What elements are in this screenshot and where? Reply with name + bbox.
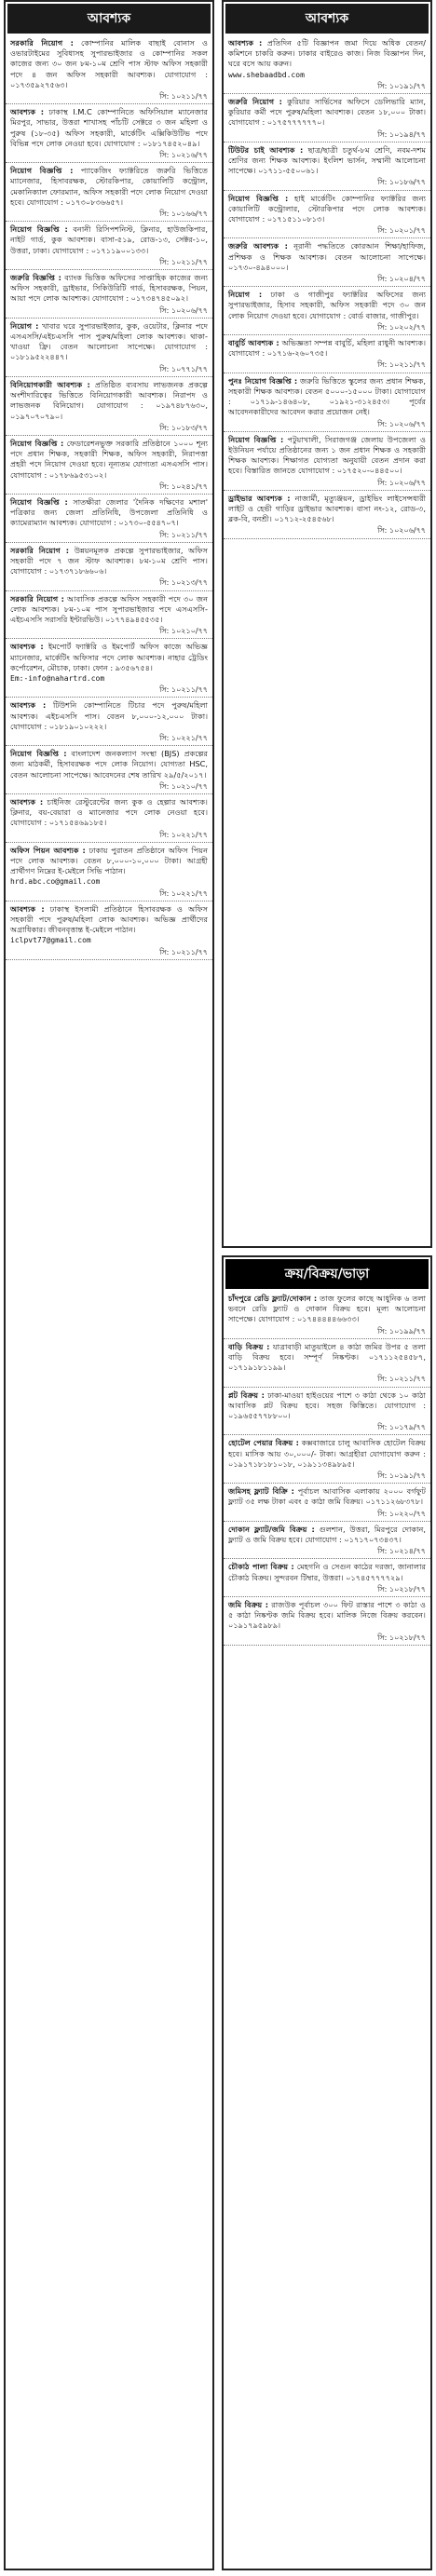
ad-code: সি: ১০২০৬/৭৭	[377, 526, 426, 536]
classified-ad	[6, 902, 212, 960]
ad-lead: হোটেল পেয়ার বিক্রয় :	[228, 1438, 299, 1448]
classified-ad	[224, 1388, 430, 1436]
ad-code: সি: ১০২১১/৭৭	[159, 92, 208, 102]
ad-text: ঢাকা ও গাজীপুর ফ্যাক্টরির অফিসের জন্য সুপারভাইজার, হিসাব সহকারী, অফিস সহকারী পদে ৩০ জন লোক নিয়োগ দেওয়া হবে। যোগাযোগ : বোর্ড বাজার, গাজীপুর।	[228, 290, 426, 320]
classified-ad	[6, 35, 212, 104]
ad-code: সি: ১০২২০/৭৭	[377, 1509, 426, 1518]
ad-lead: আবশ্যক :	[10, 642, 44, 652]
classified-ad	[224, 1339, 430, 1388]
ad-lead: সরকারি নিয়োগ :	[10, 545, 70, 555]
ad-code: সি: ১০২১০/৭৭	[159, 627, 208, 636]
ad-text: চাইনিজ রেস্টুরেন্টের জন্য কুক ও হেল্পার আবশ্যক। ক্লিনার, বয়-বেয়ারা ও ম্যানেজার পদে লোক নেওয়া হবে। যোগাযোগ : ০১৭১৫৪৬৯১৮৫।	[10, 797, 208, 828]
ad-code: সি: ১০২২১/৭৭	[159, 733, 208, 742]
ad-lead: জরুরি বিজ্ঞপ্তি :	[10, 273, 61, 283]
ad-text: সাতক্ষীরা জেলার 'দৈনিক দক্ষিণের মশাল' পত্রিকার জন্য জেলা প্রতিনিধি, উপজেলা প্রতিনিধি ও ক্যামেরাম্যান আবশ্যক। যোগাযোগ : ০১৭৩০-৫৫৪৭০৭।	[10, 496, 208, 528]
ad-lead: নিয়োগ বিজ্ঞপ্তি :	[10, 438, 64, 448]
ad-code: সি: ১০২৪১/৭৭	[159, 481, 208, 491]
ad-code: সি: ১০২১০/৭৭	[159, 781, 208, 791]
ad-text: পূর্বাচল আবাসিক এলাকায় ২০০০ বর্গফুট ফ্ল্যাট ৩৫ লক্ষ টাকা এবং ৫ কাঠা জমি বিক্রয়। ০১৭১১২৬৮৩৭৮।	[228, 1486, 426, 1507]
ad-lead: প্লট বিক্রয় :	[228, 1390, 265, 1400]
classified-ad	[6, 843, 212, 902]
ad-text: ফেডারেশনভুক্ত সরকারি প্রতিষ্ঠানে ১০০০ শূন্য পদে প্রধান শিক্ষক, সহকারী শিক্ষক, অফিস সহকারী, নিরাপত্তা প্রহরী পদে নিয়োগ দেওয়া হবে। নূন্যতম যোগ্যতা এসএসসি পাস। যোগাযোগ : ০১৭৮৬৯৫৩১০২।	[10, 438, 208, 480]
classified-ad	[6, 495, 212, 543]
ad-code: সি: ১০১৯৯/৭৭	[377, 1326, 426, 1335]
ad-code: সি: ১০২০৬/৭৭	[377, 419, 426, 428]
ad-text: ঢাকাস্থ ইসলামী প্রতিষ্ঠানে হিসাবরক্ষক ও অফিস সহকারী পদে পুরুষ/মহিলা লোক আবশ্যক। অভিজ্ঞ প্রার্থীদের অগ্রাধিকার। জীবনবৃত্তান্ত ই-মেইলে পাঠান।	[10, 903, 208, 935]
left-column	[4, 0, 214, 2570]
classified-ad	[224, 287, 430, 335]
classified-ad	[6, 746, 212, 794]
classified-ad	[6, 104, 212, 163]
ad-text: অভিজ্ঞতা সম্পন্ন বাবুর্চি, মহিলা রাধুনী আবশ্যক। যোগাযোগ : ০১৭১৬-২৬০৭৩৫।	[228, 338, 427, 359]
classified-ad	[224, 238, 430, 287]
ad-lead: চৌকাঠ পালা বিক্রয় :	[228, 1562, 294, 1572]
ad-lead: জরুরি নিয়োগ :	[228, 97, 282, 107]
classified-ad	[6, 698, 212, 746]
ads-list	[224, 35, 430, 539]
ad-code: সি: ১০১৯১/৭৭	[377, 81, 426, 90]
ad-code: সি: ১০১৮৬/৭৭	[377, 178, 426, 187]
ad-text: গুলশান, উত্তরা, মিরপুরে দোকান, ফ্ল্যাট ও জমি বিক্রয় হবে। যোগাযোগ : ০১৭১৭০৭৩৪৩৭।	[228, 1524, 426, 1545]
ad-text: টিউশনি কোম্পানিতে টিচার পদে পুরুষ/মহিলা আবশ্যক। এইচএসসি পাস। বেতন ৮,০০০-১২,০০০ টাকা। যোগাযোগ : ০১৮১৯০১০২২২।	[10, 700, 208, 731]
classified-ad	[224, 94, 430, 142]
ad-lead: জমি বিক্রয় :	[228, 1600, 268, 1610]
ad-lead: সরকারি নিয়োগ :	[10, 593, 64, 603]
ad-text: নূরানী পদ্ধতিতে কোরআন শিক্ষা/হাফিজ, প্রশিক্ষক ও শিক্ষক আবশ্যক। বেতন আলোচনা সাপেক্ষে। ০১৭৩০-৪৯৪০০০।	[228, 241, 426, 272]
ad-text: প্রতিষ্ঠিত ব্যবসায় লাভজনক প্রকল্পে অংশীদারিত্বের ভিত্তিতে বিনিয়োগকারী আবশ্যক। নিরাপদ ও লাভজনক বিনিয়োগ। যোগাযোগ : ০১৯৭৪৮৭৬৩০, ০১৯৭০৭০৭৯০।	[10, 379, 209, 421]
ad-text: প্যাকেজিং ফ্যাক্টরিতে জরুরি ভিত্তিতে ম্যানেজার, হিসাবরক্ষক, স্টোরকিপার, কোয়ালিটি কন্ট্রোল, মেকানিক্যাল ফোরম্যান, অফিস সহকারী পদে লোক নিয়োগ দেওয়া হবে। যোগাযোগ : ০১৭৩০৮৩৬৬৫৭।	[10, 166, 208, 207]
ad-text: পটুয়াখালী, সিরাজগঞ্জ জেলায় উপজেলা ও ইউনিয়ন পর্যায়ে প্রতিষ্ঠানের জন্য ১ জন প্রধান শিক্ষক ও সহকারী শিক্ষক আবশ্যক। শিক্ষাগত যোগ্যতা অনুযায়ী বেতন প্রদান করা হবে। বিস্তারিত জানতে যোগাযোগ : ০১৭৫২০-০৪৪৫০০।	[228, 434, 426, 476]
classified-ad	[6, 222, 212, 270]
ad-text: ঢাকা-মাওয়া হাইওয়ের পাশে ৩ কাঠা থেকে ১০ কাঠা আবাসিক প্লট বিক্রয় হবে। সহজ কিস্তিতে। যোগাযোগ : ০১৯৬৫৫৭৭৮৮০০।	[228, 1390, 426, 1421]
classified-ad	[6, 163, 212, 222]
ad-text: উন্নয়নমূলক প্রকল্পে সুপারভাইজার, অফিস সহকারী পদে ৭ জন স্টাফ আবশ্যক। ৮ম-১০ম শ্রেণি পাস। যোগাযোগ : ০১৭৩৭১৮৬৬০৬।	[10, 545, 208, 576]
ad-lead: পুনঃ নিয়োগ বিজ্ঞপ্তি :	[228, 375, 298, 386]
ad-code: সি: ১০২০৬/৭৭	[159, 305, 208, 315]
ad-text: ঢাকায় পুরাতন প্রতিষ্ঠানে অফিস পিয়ন পদে লোক আবশ্যক। বেতন ৮,০০০-১০,০০০ টাকা। আগ্রহী প্রার্থীগণ নিম্নের ই-মেইলে সিভি পাঠান।	[10, 845, 208, 876]
ad-lead: নিয়োগ বিজ্ঞপ্তি :	[10, 166, 74, 176]
ad-text: বাংলাদেশ জনকল্যাণ সংস্থা (BJS) প্রকল্পের জন্য মাঠকর্মী, হিসাবরক্ষক পদে লোক নিয়োগ। যোগ্যতা HSC, বেতন আলোচনা সাপেক্ষে। আবেদনের শেষ তারিখ ২৯/৫/২০১৭।	[10, 749, 209, 780]
ad-text: তাজ ফুলের কাছে আধুনিক ৬ তলা ভবনে রেডি ফ্ল্যাট ও দোকান বিক্রয় হবে। মূল্য আলোচনা সাপেক্ষে। যোগাযোগ : ০১৭৪৪৪৪৪৬৬৩৩।	[228, 1294, 426, 1324]
ads-list	[224, 1291, 430, 1646]
ad-lead: বিনিয়োগকারী আবশ্যক :	[10, 379, 90, 389]
ad-code: সি: ১০২১৬/৭৭	[159, 151, 208, 160]
ad-code: সি: ১০২১১/৭৭	[159, 257, 208, 266]
ad-text: খাবার ঘরে সুপারভাইজার, কুক, ওয়েটার, ক্লিনার পদে এসএসসি/এইচএসসি পাস পুরুষ/মহিলা লোক আবশ্যক। থাকা-খাওয়া ফ্রি। বেতন আলোচনা সাপেক্ষে। যোগাযোগ : ০১৮১৯৫২২৪৪৭।	[10, 320, 208, 362]
ad-code: সি: ১০২০২/৭৭	[377, 322, 426, 332]
ad-code: সি: ১০২১৩/৭৭	[159, 578, 208, 588]
classified-ad	[6, 591, 212, 640]
ad-lead: নিয়োগ বিজ্ঞপ্তি :	[10, 496, 68, 507]
ad-lead: বাড়ি বিক্রয় :	[228, 1341, 270, 1351]
ad-lead: নিয়োগ :	[228, 290, 263, 300]
ad-lead: আবশ্যক :	[10, 700, 47, 711]
ad-text: ছাত্র/ছাত্রী চতুর্থ-৮ম শ্রেণি, নবম-দশম শ্রেণির জন্য শিক্ষক আবশ্যক। ইংলিশ ভার্সন, সম্মানী আলোচনা সাপেক্ষে। ০১৭১১-৫৫০০৬১।	[228, 144, 426, 176]
sale-rent-column	[222, 1255, 432, 2570]
ad-lead: আবশ্যক :	[228, 38, 263, 47]
ad-lead: নিয়োগ বিজ্ঞপ্তি :	[10, 224, 68, 235]
ad-code: সি: ১০২০১/৭৭	[377, 226, 426, 236]
ad-code: সি: ১০২০৬/৭৭	[377, 478, 426, 487]
classified-ad	[224, 1484, 430, 1522]
classified-ad	[224, 1597, 430, 1646]
ad-text: মেহগনি ও সেগুন কাঠের দরজা, জানালার চৌকাঠ বিক্রয়। সুন্দরবন টিম্বার, উত্তরা। ০১৭৪৫৭৭৭৭২৯।	[228, 1562, 426, 1582]
ad-code: সি: ১০২২১/৭৭	[159, 888, 208, 898]
column-header: আবশ্যক	[225, 4, 429, 34]
ad-code: সি: ১০২১১/৭৭	[159, 947, 208, 956]
ad-code: সি: ১০২০৪/৭৭	[377, 275, 426, 284]
classified-ad	[6, 377, 212, 436]
classified-ad	[6, 436, 212, 495]
classified-ad	[224, 1435, 430, 1484]
ad-text: আবাসিক প্রকল্পে অফিস সহকারী পদে ৩০ জন লোক আবশ্যক। ৮ম-১০ম পাস সুপারভাইজার পদে এসএসসি-এইচএসসি সরাসরি ইন্টারভিউ। ০১৭৭৪৯৪৫৫৩৫।	[10, 593, 209, 624]
ad-lead: জমিসহ ফ্ল্যাট বিক্রি :	[228, 1486, 294, 1497]
ad-email[interactable]: hrd.abc.co@gmail.com	[10, 877, 101, 887]
ad-code: সি: ১০১৬৬/৭৭	[159, 210, 208, 219]
classified-ad	[224, 191, 430, 239]
classified-ad	[224, 35, 430, 94]
ad-text: কক্সবাজারে চালু আবাসিক হোটেল বিক্রয় হবে। মাসিক আয় ৩০,০০০/- টাকা। আগ্রহীরা যোগাযোগ করুন : ০১৯১৭১৮১৮১০১৮, ০১৯১১৩৪৯৮৯৫।	[228, 1438, 426, 1469]
ad-code: সি: ১০১৮৩/৭৭	[159, 423, 208, 432]
ad-lead: জরুরি আবশ্যক :	[228, 241, 288, 251]
classified-ad	[224, 1522, 430, 1560]
ad-lead: ড্রাইভার আবশ্যক :	[228, 493, 291, 503]
ad-text: নাজার্মী, মৃত্যুঞ্জয়ন, ড্রাইভিং লাইসেন্সধারী লাইট ও হেভী গাড়ির ড্রাইভার আবশ্যক। বাসা নং-১২, রোড-৩, ব্লক-বি, বনশ্রী। ০১৭১২-২৫৪৫৬৮।	[228, 493, 426, 524]
ad-code: সি: ১০২১১/৭৭	[377, 360, 426, 370]
classified-ad	[224, 142, 430, 191]
ad-code: সি: ১০১৯৪/৭৭	[377, 129, 426, 139]
column-header: ক্রয়/বিক্রয়/ভাড়া	[225, 1259, 429, 1289]
ad-lead: নিয়োগ বিজ্ঞপ্তি :	[228, 434, 284, 444]
ad-text: ব্যাংক ভিত্তিক অফিসের সাপ্তাহিক কাজের জন্য অফিস সহকারী, ড্রাইভার, সিকিউরিটি গার্ড, হিসাবরক্ষক, পিয়ন, আয়া পদে লোক আবশ্যক। যোগাযোগ : ০১৭৩৪৭৪৫০৯২।	[10, 273, 208, 304]
ad-code: সি: ১০৭৭১/৭৭	[159, 364, 208, 373]
ad-lead: আবশ্যক :	[10, 107, 44, 117]
ad-text: জরুরি ভিত্তিতে স্কুলের জন্য প্রধান শিক্ষক, সহকারী শিক্ষক আবশ্যক। বেতন ৫০০০-১৫০০০ টাকা। যোগাযোগ : ০১৭১৯-১৪৬৪০৮, ০১৯২১-৩১২৪৫৩। পূর্বের আবেদনকারীদের আবেদন করার প্রয়োজন নেই।	[228, 375, 426, 417]
ad-lead: বাবুর্চি আবশ্যক :	[228, 338, 279, 348]
ad-lead: নিয়োগ বিজ্ঞপ্তি :	[10, 749, 67, 759]
ad-code: সি: ১০১৭৯/৭৭	[377, 1423, 426, 1432]
ad-text: রাজউক পূর্বাচল ৩০০ ফিট রাস্তার পাশে ৩ কাঠা ও ৫ কাঠা নিষ্কণ্টক জমি বিক্রয় হবে। মালিক নিজে বিক্রয় করবেন। ০১৯১৭৯৫৯৮৯।	[228, 1600, 426, 1631]
classified-ad	[224, 373, 430, 432]
ad-lead: চাঁদপুরে রেডি ফ্ল্যাট/দোকান :	[228, 1294, 318, 1303]
ad-text: প্রতিদিন ৫টি বিজ্ঞাপন জমা দিয়ে অধিক বেতন/কমিশনে চাকরি করুন। ঢাকার বাইরেও কাজ। নিজ বিজ্ঞাপন দিন, ঘরে বসে আয় করুন।	[228, 38, 426, 69]
ad-code: সি: ১০১৯১/৭৭	[377, 1471, 426, 1481]
ad-lead: অফিস পিয়ন আবশ্যক :	[10, 845, 86, 855]
ad-code: সি: ১০২১১/৭৭	[377, 1375, 426, 1384]
classified-ad	[224, 1559, 430, 1597]
ad-code: সি: ১০২১৪/৭৭	[377, 1547, 426, 1556]
ad-text: কোম্পানির মালিক বাছাই বোনাস ও ওভারটাইমের সুবিধাসহ সুপারভাইজার ও কোম্পানির সকল কাজের জন্য ৩০ জন ৮ম-১০ম শ্রেণি পাস স্টাফ অফিস সহকারী পদে ৪ জন অফিস সহকারী আবশ্যক। যোগাযোগ : ০১৭৩৫৯২৭৫৬৩।	[10, 38, 209, 89]
ad-lead: দোকান ফ্ল্যাট/জমি বিক্রয় :	[228, 1524, 315, 1534]
right-column	[222, 0, 432, 1248]
ad-email[interactable]: iclpvt77@gmail.com	[10, 936, 91, 945]
ad-lead: আবশ্যক :	[10, 797, 44, 807]
ad-text: বনানী রিসিপশনিস্ট, ক্লিনার, হাউজকিপার, নাইট গার্ড, কুক আবশ্যক। বাসা-৫১৯, রোড-১৩, সেক্টর-১০, উত্তরা, ঢাকা। যোগাযোগ : ০১৭১১৯০০১৩৩।	[10, 224, 208, 255]
ad-lead: টিউটর চাই আবশ্যক :	[228, 144, 304, 155]
classified-ad	[224, 432, 430, 491]
ad-code: সি: ১০২১১/৭৭	[159, 685, 208, 695]
ad-email[interactable]: Em:-info@nahartrd.com	[10, 673, 105, 683]
classified-ad	[6, 794, 212, 843]
ad-email[interactable]: www.shebaadbd.com	[228, 70, 305, 79]
ad-text: ইমপোর্ট ফ্যাক্টরি ও ইমপোর্ট অফিস কাজে অভিজ্ঞ ম্যানেজার, মার্কেটিং অফিসার পদে লোক আবশ্যক। নাহার ট্রেডিং কর্পোরেশন, মৌচাক, ঢাকা। ফোন : ৯৩৫৬৭৫৪।	[10, 642, 208, 672]
ad-text: যাত্রাবাড়ী মাতুয়াইলে ৪ কাঠা জমির উপর ৫ তলা বাড়ি বিক্রয় হবে। সম্পূর্ণ নিষ্কণ্টক। ০১৭১১২৫৪৫৮৭, ০১৭১৯১৮১১৯৯।	[228, 1341, 427, 1373]
classified-ad	[6, 270, 212, 319]
ads-list	[6, 35, 212, 960]
ad-code: সি: ১০২১৮/৭৭	[377, 1584, 426, 1593]
classified-ad	[224, 491, 430, 539]
ad-text: কুরিয়ার সার্ভিসের অফিসে ডেলিভারি ম্যান, কুরিয়ার কর্মী পদে পুরুষ/মহিলা আবশ্যক। বেতন ১৮,০০০ টাকা। যোগাযোগ : ০১৭৫৭৭৭৭৭৭০।	[228, 97, 426, 128]
ad-code: সি: ১০২১৮/৭৭	[377, 1633, 426, 1642]
ad-text: হাই মার্কেটিং কোম্পানির ফ্যাক্টরির জন্য কোয়ালিটি কন্ট্রোলার, স্টোরকিপার পদে লোক আবশ্যক। যোগাযোগ : ০১৭১৫১১০৮১৩।	[228, 193, 426, 224]
classified-ad	[6, 543, 212, 591]
classified-ad	[6, 319, 212, 377]
ad-code: সি: ১০২২১/৭৭	[159, 830, 208, 839]
ad-text: ঢাকাস্থ I.M.C কোম্পানিতে অফিসিয়াল ম্যানেজার মিরপুর, সাভার, উত্তরা শাখাসহ পাঁচটি সেক্টরে ৩ জন মহিলা ও পুরুষ (১৮-৩৫) অফিস সহকারী, মার্কেটিং এক্সিকিউটিভ পদে বিভিন্ন পদে লোক নেওয়া হবে। যোগাযোগ : ০১৮১৭৪৫২০৪৯।	[10, 107, 208, 148]
classified-ad	[224, 1291, 430, 1339]
classified-ad	[224, 335, 430, 373]
ad-code: সি: ১০২১১/৭৭	[159, 530, 208, 539]
ad-lead: নিয়োগ :	[10, 320, 39, 331]
ad-lead: সরকারি নিয়োগ :	[10, 38, 74, 47]
ad-lead: নিয়োগ বিজ্ঞপ্তি :	[228, 193, 289, 203]
classified-ad	[6, 639, 212, 698]
column-header: আবশ্যক	[7, 4, 211, 34]
ad-lead: আবশ্যক :	[10, 903, 45, 914]
